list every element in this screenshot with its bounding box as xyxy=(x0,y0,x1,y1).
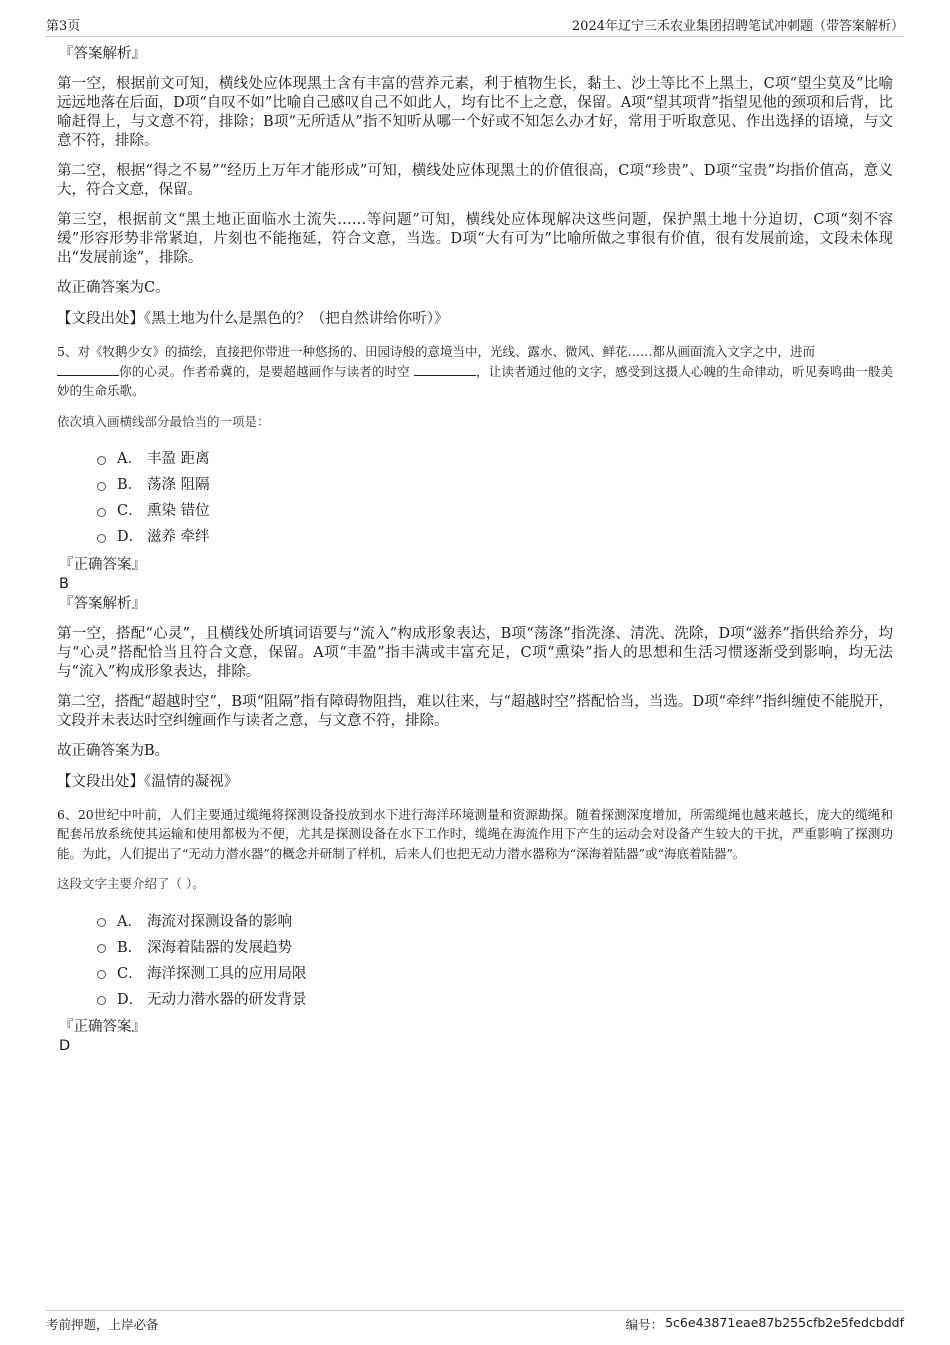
q6-answer-heading: 『正确答案』 xyxy=(59,1019,146,1035)
q5-analysis-heading: 『答案解析』 xyxy=(59,595,146,612)
page-header xyxy=(46,14,904,37)
radio-icon[interactable] xyxy=(97,508,106,517)
q6-option-b[interactable] xyxy=(97,933,893,959)
radio-icon[interactable] xyxy=(97,482,106,491)
footer-slogan: 考前押题，上岸必备 xyxy=(46,1317,159,1332)
option-letter: B． xyxy=(117,477,143,493)
q6-options xyxy=(97,907,893,1011)
q4-analysis-heading: 『答案解析』 xyxy=(59,46,146,62)
option-letter: D． xyxy=(117,529,144,545)
option-letter: B． xyxy=(117,939,143,956)
q5-option-c[interactable] xyxy=(97,497,893,523)
q5-blank-2 xyxy=(414,363,476,376)
radio-icon[interactable] xyxy=(97,944,106,953)
q6-option-d[interactable] xyxy=(97,985,893,1011)
q4-source: 【文段出处】《黑土地为什么是黑色的？（把自然讲给你听）》 xyxy=(57,311,449,327)
radio-icon[interactable] xyxy=(97,456,106,465)
option-text: 荡涤 阻隔 xyxy=(147,477,210,493)
q5-option-d[interactable] xyxy=(97,523,893,549)
option-letter: A． xyxy=(117,451,142,467)
q5-answer-heading: 『正确答案』 xyxy=(59,556,146,573)
page-number: 第3页 xyxy=(46,19,81,34)
document-code-label: 编号： xyxy=(625,1317,664,1332)
q5-option-a[interactable] xyxy=(97,445,893,471)
q6-option-a[interactable] xyxy=(97,907,893,933)
radio-icon[interactable] xyxy=(97,996,106,1005)
q5-prompt: 依次填入画横线部分最恰当的一项是： xyxy=(57,413,270,429)
q6-option-c[interactable] xyxy=(97,959,893,985)
option-text: 滋养 牵绊 xyxy=(147,529,210,545)
option-text: 丰盈 距离 xyxy=(147,451,210,467)
q5-option-b[interactable] xyxy=(97,471,893,497)
document-code-value: 5c6e43871eae87b255cfb2e5fedcbddf xyxy=(665,1315,904,1330)
q4-analysis-para-3: 第三空，根据前文“黑土地正面临水土流失……等问题”可知，横线处应体现解决这些问题，保护黑土地十分迫切，C项“刻不容缓”形容形势非常紧迫，片刻也不能拖延，符合文意，当选。D项“大有可为”比喻所做之事很有价值，很有发展前途，文段未体现出“发展前途”，排除。 xyxy=(57,212,893,266)
q5-stem-part-3: ，让读者通过他的文字，感受到这摄人心魄的生命律动，听见奏鸣曲一般美妙的生命乐歌。 xyxy=(57,363,893,398)
q5-stem-part-1: 5、对《牧鹅少女》的描绘，直接把你带进一种悠扬的、田园诗般的意境当中，光线、露水、微风、鲜花……都从画面流入文字之中，进而 xyxy=(57,344,815,359)
q5-source: 【文段出处】《温情的凝视》 xyxy=(57,773,239,790)
option-text: 熏染 错位 xyxy=(147,503,210,519)
radio-icon[interactable] xyxy=(97,918,106,927)
option-letter: A． xyxy=(117,913,142,930)
option-text: 海洋探测工具的应用局限 xyxy=(147,965,307,982)
q6-answer: D xyxy=(59,1038,71,1054)
option-text: 深海着陆器的发展趋势 xyxy=(147,939,292,956)
radio-icon[interactable] xyxy=(97,970,106,979)
page-footer xyxy=(46,1310,904,1333)
option-letter: C． xyxy=(117,965,143,982)
q4-analysis-para-2: 第二空，根据“得之不易”“经历上万年才能形成”可知，横线处应体现黑土的价值很高，C项“珍贵”、D项“宝贵”均指价值高，意义大，符合文意，保留。 xyxy=(57,163,893,198)
q4-answer-line: 故正确答案为C。 xyxy=(57,280,170,296)
page-content xyxy=(57,44,893,1055)
q6-prompt: 这段文字主要介绍了（ ）。 xyxy=(57,876,205,891)
q4-analysis-para-1: 第一空，根据前文可知，横线处应体现黑土含有丰富的营养元素，利于植物生长，黏土、沙土等比不上黑土，C项“望尘莫及”比喻远远地落在后面，D项“自叹不如”比喻自己感叹自己不如此人，均有比不上之意，保留。A项“望其项背”指望见他的颈项和后背，比喻赶得上，与文意不符，排除；B项“无所适从”指不知听从哪一个好或不知怎么办才好，常用于听取意见、作出选择的语境，与文意不符，排除。 xyxy=(57,76,893,149)
q5-analysis-para-2: 第二空，搭配“超越时空”，B项“阻隔”指有障碍物阻挡，难以往来，与“超越时空”搭配恰当，当选。D项“牵绊”指纠缠使不能脱开，文段并未表达时空纠缠画作与读者之意，与文意不符，排除。 xyxy=(57,693,893,729)
document-title: 2024年辽宁三禾农业集团招聘笔试冲刺题（带答案解析） xyxy=(571,19,904,34)
q5-blank-1 xyxy=(57,363,119,376)
option-letter: C． xyxy=(117,503,143,519)
document-code xyxy=(626,1315,904,1333)
q5-answer-line: 故正确答案为B。 xyxy=(57,742,170,759)
q6-stem: 6、20世纪中叶前，人们主要通过缆绳将探测设备投放到水下进行海洋环境测量和资源勘探。随着探测深度增加，所需缆绳也越来越长，庞大的缆绳和配套吊放系统使其运输和使用都极为不便，尤其是探测设备在水下工作时，缆绳在海流作用下产生的运动会对设备产生较大的干扰，严重影响了探测功能。为此，人们提出了“无动力潜水器”的概念并研制了样机，后来人们也把无动力潜水器称为“深海着陆器”或“海底着陆器”。 xyxy=(57,806,893,861)
radio-icon[interactable] xyxy=(97,534,106,543)
q5-options xyxy=(97,445,893,549)
q5-stem-part-2: 你的心灵。作者希冀的，是要超越画作与读者的时空 xyxy=(119,363,410,379)
q5-stem xyxy=(57,342,893,401)
option-letter: D． xyxy=(117,991,144,1008)
q5-answer: B xyxy=(59,575,69,592)
option-text: 无动力潜水器的研发背景 xyxy=(147,991,307,1008)
option-text: 海流对探测设备的影响 xyxy=(147,913,292,930)
q5-analysis-para-1: 第一空，搭配“心灵”，且横线处所填词语要与“流入”构成形象表达，B项“荡涤”指洗涤、清洗、洗除，D项“滋养”指供给养分，均与“心灵”搭配恰当且符合文意，保留。A项“丰盈”指丰满或丰富充足，C项“熏染”指人的思想和生活习惯逐渐受到影响，均无法与“流入”构成形象表达，排除。 xyxy=(57,625,893,680)
